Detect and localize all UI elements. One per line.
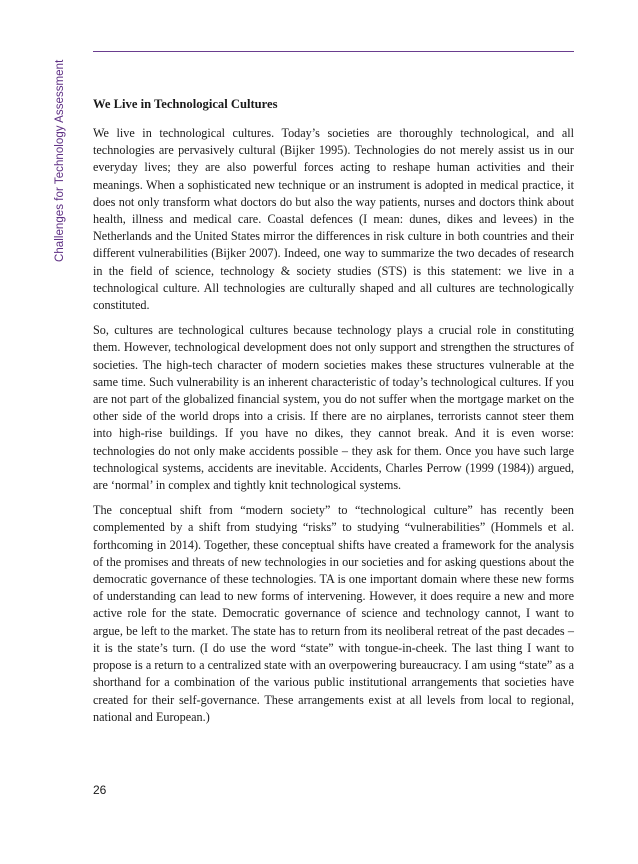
paragraph-2: So, cultures are technological cultures because technology plays a crucial role in constituting them. However, technological development does not only support and strengthen the structures of societies. The high-tech character of modern societies makes these structures vulnerable at the same time. Such vulnerability is an inherent characteristic of today’s technological cultures. If you are not part of the globalized financial system, you do not suffer when the mortgage market on the other side of the world drops into a crisis. If there are no airplanes, terrorists cannot steer them into high-rise buildings. If you have no dikes, they cannot break. And it is even worse: technologies do not only make accidents possible – they ask for them. Once you have such large technological systems, accidents are inevitable. Accidents, Charles Perrow (1999 (1984)) argued, are ‘normal’ in complex and tightly knit technological systems. — [93, 323, 574, 493]
running-header-side-label: Challenges for Technology Assessment — [54, 59, 66, 262]
paragraph-3: The conceptual shift from “modern society” to “technological culture” has recently been complemented by a shift from studying “risks” to studying “vulnerabilities” (Hommels et al. forthcoming in 2014). Together, these conceptual shifts have created a framework for the analysis of the promises and threats of new technologies in our societies and for asking questions about the democratic governance of these technologies. TA is one important domain where these new forms of understanding can lead to new forms of intervening. However, it does require a new and more active role for the state. Democratic governance of science and technology cannot, I want to argue, be left to the market. The state has to return from its neoliberal retreat of the past decades – it is the state’s turn. (I do use the word “state” with tongue-in-cheek. The last thing I want to propose is a return to a centralized state with an overpowering bureaucracy. I am using “state” as a shorthand for a combination of the various public institutional arrangements that societies have created for their self-governance. These arrangements exist at all levels from local to regional, national and European.) — [93, 503, 574, 724]
section-heading: We Live in Technological Cultures — [93, 97, 278, 111]
header-rule — [93, 51, 574, 52]
page-number: 26 — [93, 783, 107, 797]
main-content — [93, 96, 574, 734]
paragraph-1: We live in technological cultures. Today’s societies are thoroughly technological, and all technologies are pervasively cultural (Bijker 1995). Technologies do not merely assist us in our everyday lives; they are also powerful forces acting to reshape human activities and their meanings. When a sophisticated new technique or an instrument is adopted in medical practice, it does not only transform what doctors do but also the way patients, nurses and doctors think about health, illness and medical care. Coastal defences (I mean: dunes, dikes and levees) in the Netherlands and the United States mirror the differences in risk culture in both countries and their different vulnerabilities (Bijker 2007). Indeed, one way to summarize the two decades of research in the field of science, technology & society studies (STS) is this statement: we live in a technological culture. All technologies are culturally shaped and all cultures are technologically constituted. — [93, 126, 574, 313]
